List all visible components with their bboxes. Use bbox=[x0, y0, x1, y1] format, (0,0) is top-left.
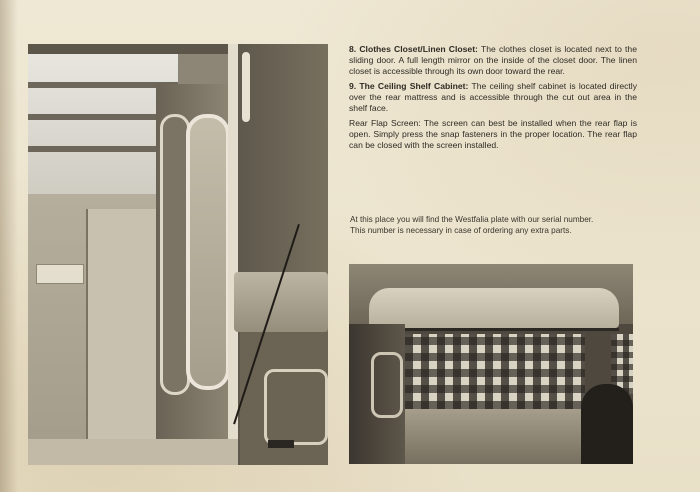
serial-plate-note bbox=[350, 214, 640, 236]
rear-flap-section bbox=[349, 118, 637, 151]
ceiling-shelf-photo bbox=[349, 264, 633, 464]
photo-post bbox=[228, 44, 238, 465]
note-line-1: At this place you will find the Westfalia plate with our serial number. bbox=[350, 215, 594, 224]
photo-rear-floor bbox=[405, 409, 605, 464]
photo-side-window bbox=[371, 352, 403, 418]
section-8-heading: 8. Clothes Closet/Linen Closet: bbox=[349, 44, 478, 54]
instructions-text bbox=[349, 44, 637, 155]
closet-photo bbox=[28, 44, 328, 465]
section-8-body: The clothes closet is located next to the sliding door. A full length mirror on the inside of the closet door. The linen closet is accessible through its own door toward the rear. bbox=[349, 44, 637, 76]
photo-closet-mirror bbox=[186, 114, 230, 390]
rear-flap-heading: Rear Flap Screen: bbox=[349, 118, 421, 128]
section-8 bbox=[349, 44, 637, 77]
photo-checked-curtain bbox=[405, 334, 585, 409]
photo-serial-plate bbox=[268, 440, 294, 448]
page-fold-shadow bbox=[0, 0, 18, 492]
photo-curtain-rod bbox=[369, 328, 619, 331]
section-9 bbox=[349, 81, 637, 114]
photo-floor bbox=[28, 439, 238, 465]
photo-ceiling-shelf bbox=[369, 288, 619, 328]
section-9-body: The ceiling shelf cabinet is located directly over the rear mattress and is accessible through the cut out area in the shelf face. bbox=[349, 81, 638, 113]
photo-strap bbox=[242, 52, 250, 122]
rear-flap-body: The screen can best be installed when the rear flap is open. Simply press the snap fasteners in the proper location. The rear flap can be closed with the screen installed. bbox=[349, 118, 637, 150]
photo-drawer bbox=[264, 369, 328, 445]
note-line-2: This number is necessary in case of ordering any extra parts. bbox=[350, 226, 572, 235]
photo-sticker bbox=[36, 264, 84, 284]
section-9-heading: 9. The Ceiling Shelf Cabinet: bbox=[349, 81, 469, 91]
photo-seat-back bbox=[581, 384, 633, 464]
